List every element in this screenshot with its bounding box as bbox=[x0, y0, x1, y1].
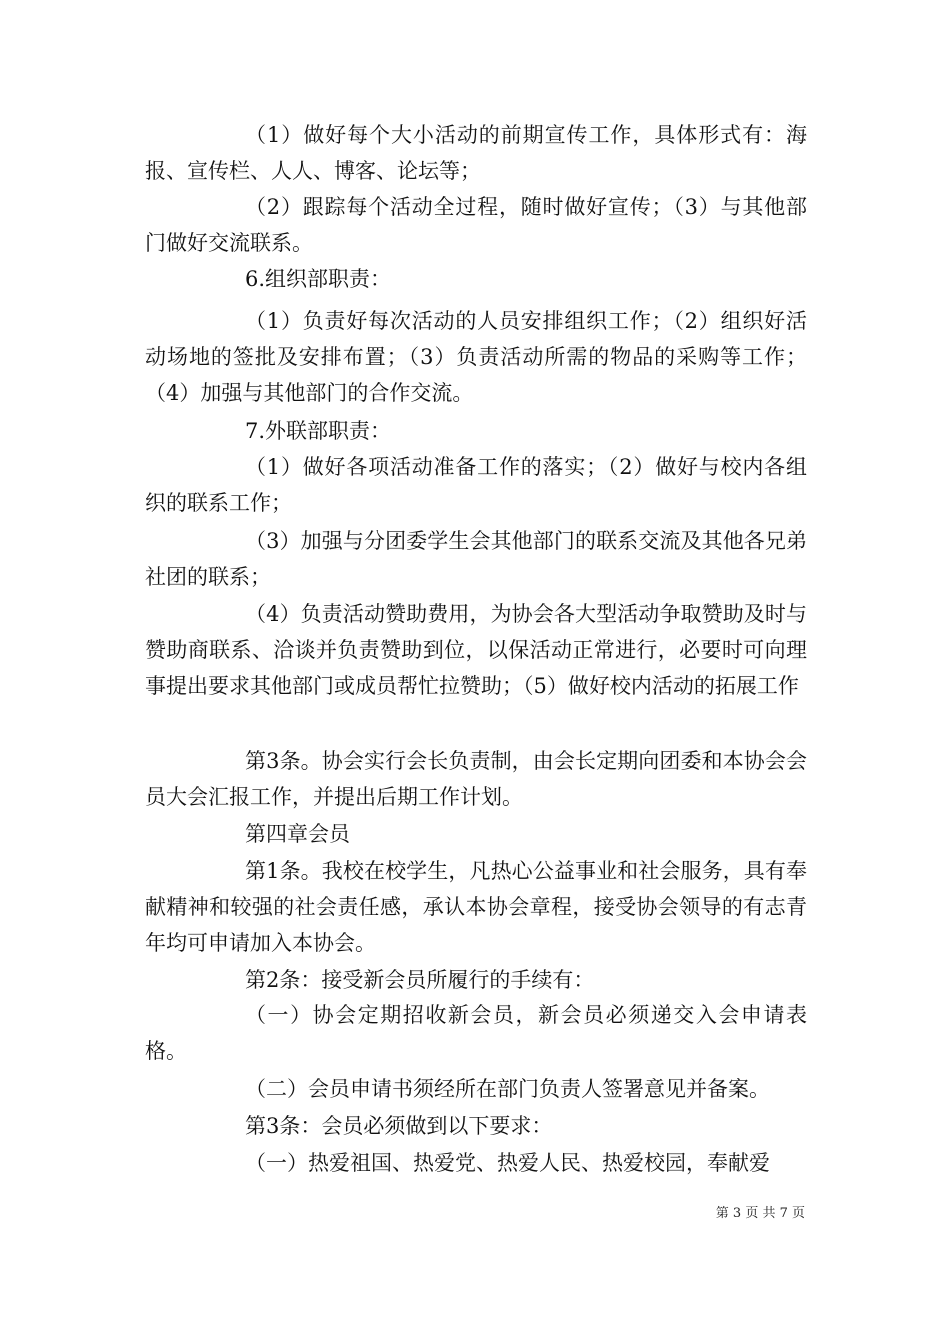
paragraph: （2）跟踪每个活动全过程，随时做好宣传；（3）与其他部门做好交流联系。 bbox=[145, 195, 807, 255]
paragraph: 第2条：接受新会员所履行的手续有： bbox=[245, 968, 595, 992]
paragraph: 第1条。我校在校学生，凡热心公益事业和社会服务，具有奉献精神和较强的社会责任感，承认本协会章程，接受协会领导的有志青年均可申请加入本协会。 bbox=[145, 859, 807, 955]
paragraph: （1）做好各项活动准备工作的落实；（2）做好与校内各组织的联系工作； bbox=[145, 455, 807, 515]
paragraph: （二）会员申请书须经所在部门负责人签署意见并备案。 bbox=[245, 1077, 770, 1101]
paragraph: 6.组织部职责： bbox=[245, 267, 392, 291]
page-number: 第 3 页 共 7 页 bbox=[715, 1206, 805, 1221]
paragraph: （4）负责活动赞助费用，为协会各大型活动争取赞助及时与赞助商联系、洽谈并负责赞助到位，以保活动正常进行，必要时可向理事提出要求其他部门或成员帮忙拉赞助；（5）做好校内活动的拓展工作 bbox=[145, 602, 807, 698]
paragraph: （一）协会定期招收新会员，新会员必须递交入会申请表格。 bbox=[145, 1003, 807, 1063]
paragraph: （1）做好每个大小活动的前期宣传工作，具体形式有：海报、宣传栏、人人、博客、论坛等； bbox=[145, 123, 807, 183]
paragraph: 第3条：会员必须做到以下要求： bbox=[245, 1114, 553, 1138]
paragraph: （1）负责好每次活动的人员安排组织工作；（2）组织好活动场地的签批及安排布置；（3）负责活动所需的物品的采购等工作；（4）加强与其他部门的合作交流。 bbox=[145, 309, 807, 405]
paragraph: 7.外联部职责： bbox=[245, 419, 392, 443]
paragraph: 第3条。协会实行会长负责制，由会长定期向团委和本协会会员大会汇报工作，并提出后期工作计划。 bbox=[145, 749, 807, 809]
paragraph: （一）热爱祖国、热爱党、热爱人民、热爱校园，奉献爱 bbox=[245, 1151, 770, 1175]
chapter-heading: 第四章会员 bbox=[245, 822, 350, 846]
paragraph: （3）加强与分团委学生会其他部门的联系交流及其他各兄弟社团的联系； bbox=[145, 529, 807, 589]
